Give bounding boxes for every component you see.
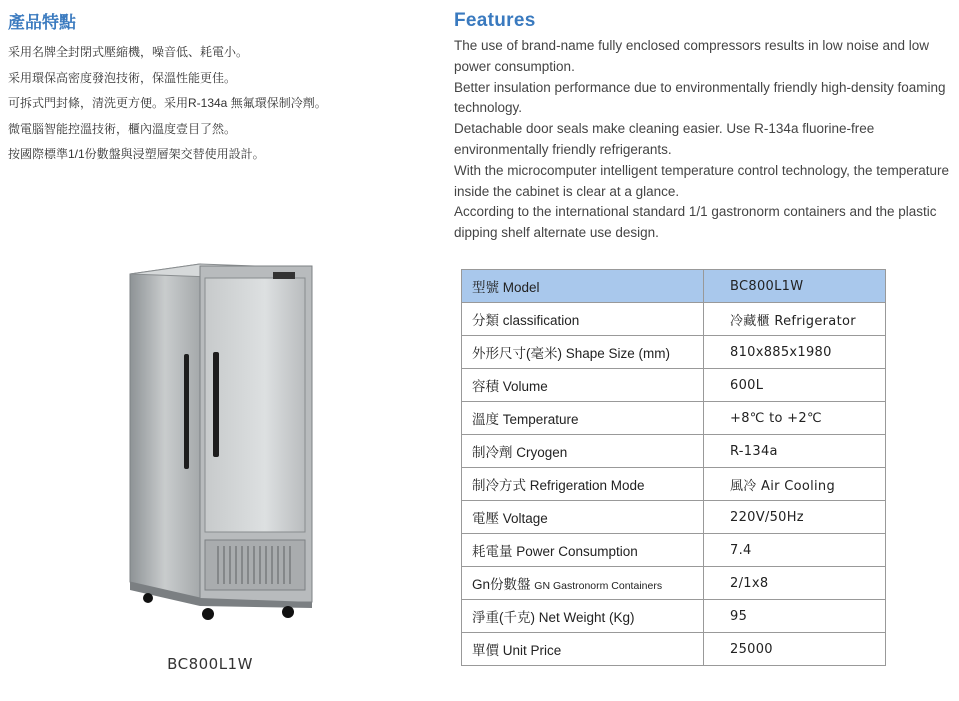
- table-row: [462, 468, 886, 501]
- features-title-chinese: 產品特點: [8, 13, 76, 32]
- features-list-english: [454, 36, 959, 244]
- spec-value: R-134a: [704, 435, 886, 468]
- feature-item: Better insulation performance due to environmentally friendly high-density foaming technology.: [454, 79, 946, 116]
- spec-label-small: GN Gastronorm Containers: [534, 580, 663, 592]
- spec-value: 2/1x8: [704, 567, 886, 600]
- product-caption: BC800L1W: [167, 655, 253, 673]
- table-row: [462, 534, 886, 567]
- table-row: [462, 402, 886, 435]
- features-list-chinese: [8, 40, 327, 168]
- table-row: [462, 567, 886, 600]
- spec-value: 風冷 Air Cooling: [704, 468, 886, 501]
- feature-item: 采用環保高密度發泡技術，保溫性能更佳。: [8, 70, 237, 85]
- table-row: [462, 435, 886, 468]
- spec-value: 7.4: [704, 534, 886, 567]
- spec-label: 單價 Unit Price: [462, 633, 704, 666]
- feature-item: According to the international standard 1/1 gastronorm containers and the plastic dipping shelf alternate use design.: [454, 204, 937, 241]
- spec-value: 600L: [704, 369, 886, 402]
- table-row: [462, 369, 886, 402]
- spec-value: +8℃ to +2℃: [704, 402, 886, 435]
- table-row: [462, 270, 886, 303]
- feature-item: 按國際標準1/1份數盤與浸塑層架交替使用設計。: [8, 147, 265, 161]
- spec-label: 型號 Model: [462, 270, 704, 303]
- feature-item: 可拆式門封條，清洗更方便。采用R-134a 無氟環保制冷劑。: [8, 96, 327, 110]
- feature-item: With the microcomputer intelligent temperature control technology, the temperature inside the cabinet is clear at a glance.: [454, 162, 949, 199]
- spec-value: 95: [704, 600, 886, 633]
- feature-item: 采用名牌全封閉式壓縮機，噪音低、耗電小。: [8, 45, 249, 59]
- spec-label: 分類 classification: [462, 303, 704, 336]
- table-row: [462, 600, 886, 633]
- spec-label: 耗電量 Power Consumption: [462, 534, 704, 567]
- refrigerator-cabinet-icon: [118, 262, 328, 632]
- spec-value: 冷藏櫃 Refrigerator: [704, 303, 886, 336]
- feature-item: The use of brand-name fully enclosed compressors results in low noise and low power consumption.: [454, 38, 929, 74]
- spec-label: 制冷劑 Cryogen: [462, 435, 704, 468]
- spec-label: 制冷方式 Refrigeration Mode: [462, 468, 704, 501]
- spec-value: 810x885x1980: [704, 336, 886, 369]
- spec-label: [462, 567, 704, 600]
- spec-label: 電壓 Voltage: [462, 501, 704, 534]
- features-title-english: Features: [454, 10, 536, 31]
- spec-label: 外形尺寸(毫米) Shape Size (mm): [462, 336, 704, 369]
- spec-table: [461, 269, 886, 666]
- feature-item: Detachable door seals make cleaning easier. Use R-134a fluorine-free environmentally friendly refrigerants.: [454, 121, 875, 157]
- spec-label: 淨重(千克) Net Weight (Kg): [462, 600, 704, 633]
- table-row: [462, 336, 886, 369]
- feature-item: 微電腦智能控溫技術，櫃內溫度壹目了然。: [8, 121, 237, 136]
- spec-label: 容積 Volume: [462, 369, 704, 402]
- spec-value: BC800L1W: [704, 270, 886, 303]
- table-row: [462, 633, 886, 666]
- spec-value: 25000: [704, 633, 886, 666]
- spec-label: 溫度 Temperature: [462, 402, 704, 435]
- table-row: [462, 501, 886, 534]
- spec-value: 220V/50Hz: [704, 501, 886, 534]
- spec-label-main: Gn份數盤: [472, 577, 531, 592]
- table-row: [462, 303, 886, 336]
